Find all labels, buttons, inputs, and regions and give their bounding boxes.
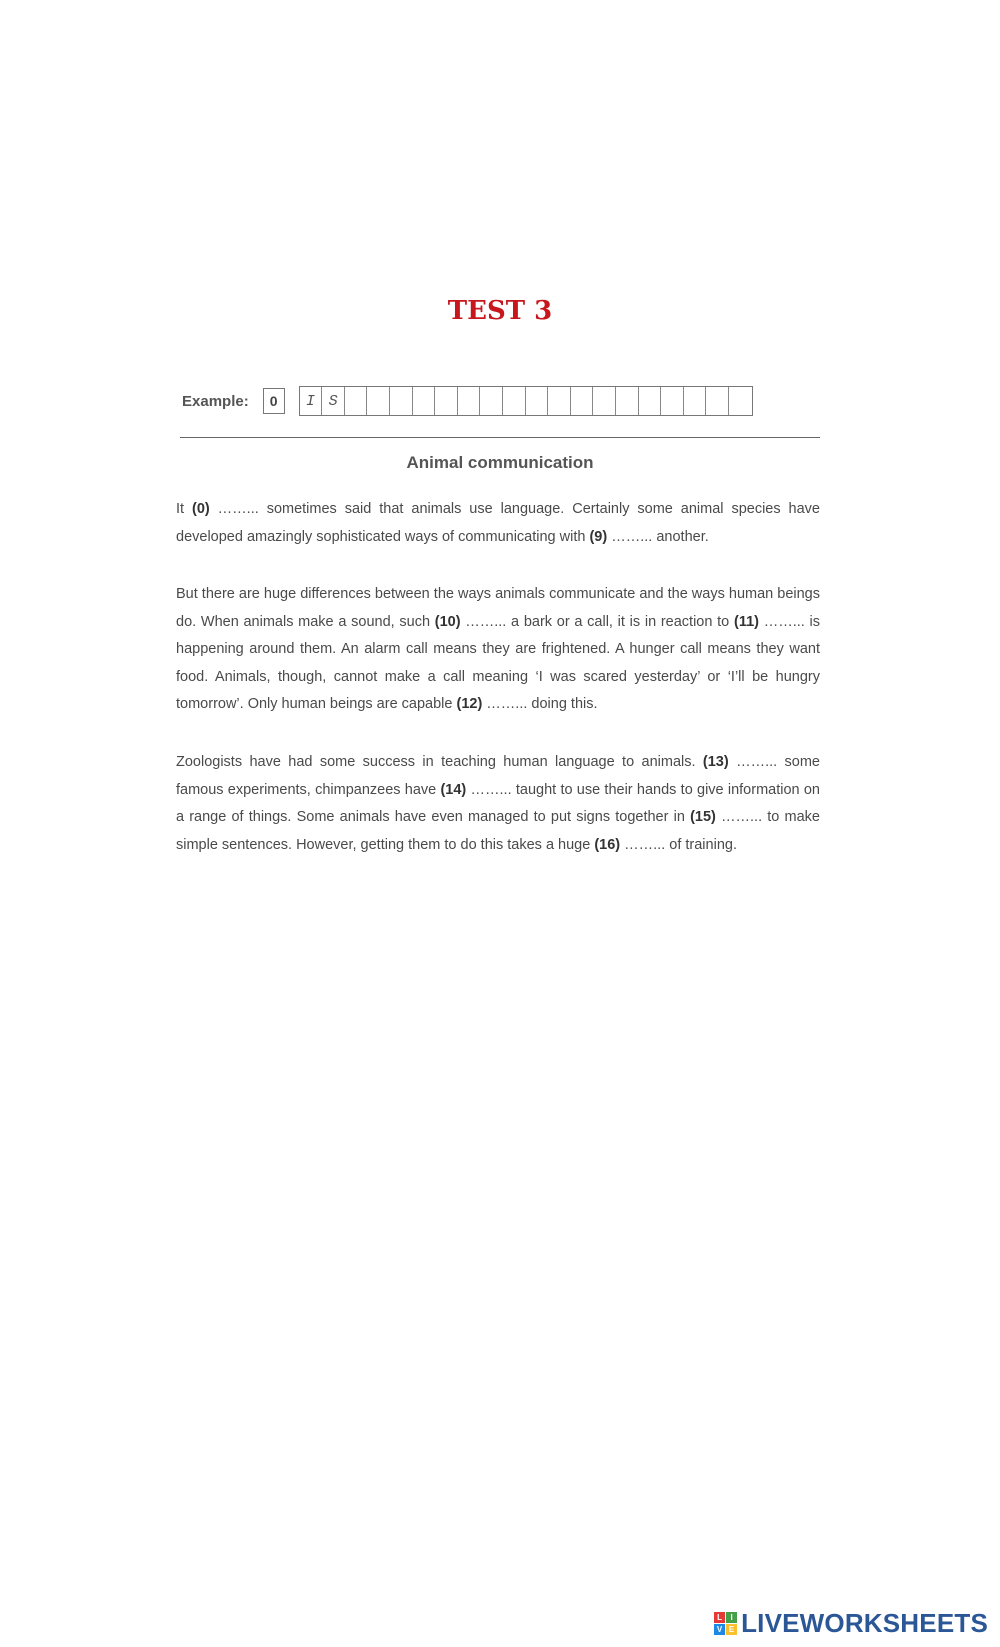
answer-cell — [571, 387, 594, 415]
answer-cell — [639, 387, 662, 415]
answer-cell — [503, 387, 526, 415]
answer-cell — [480, 387, 503, 415]
gap-number: (9) — [589, 528, 608, 545]
gap-number: (0) — [192, 501, 210, 517]
answer-cell — [706, 387, 729, 415]
answer-cell — [345, 387, 368, 415]
liveworksheets-logo-icon — [714, 1612, 737, 1635]
answer-cell — [548, 387, 571, 415]
logo-square: V — [714, 1624, 725, 1635]
paragraph-text: ……... another. — [607, 528, 709, 545]
page-title: TEST 3 — [447, 296, 553, 326]
liveworksheets-brand — [714, 1608, 988, 1639]
paragraph-text: It — [176, 501, 192, 517]
paragraph-3 — [176, 749, 820, 859]
paragraph-text: But there are huge differences between the ways animals communicate and the ways human beings do. When animals make a sound, such — [176, 586, 820, 630]
logo-square: I — [726, 1612, 737, 1623]
paragraph-text: ……... of training. — [620, 836, 737, 853]
answer-cell — [390, 387, 413, 415]
divider-line — [180, 437, 820, 438]
logo-square: L — [714, 1612, 725, 1623]
gap-number: (14) — [440, 781, 467, 798]
answer-cell — [729, 387, 752, 415]
paragraph-text: Zoologists have had some success in teaching human language to animals. — [176, 754, 703, 770]
paragraph-text: ……... sometimes said that animals use language. Certainly some animal species have developed amazingly sophisticated ways of communicating with — [176, 501, 820, 545]
passage-heading: Animal communication — [406, 453, 594, 472]
gap-number: (15) — [690, 809, 716, 825]
example-number-box: 0 — [263, 388, 285, 414]
answer-cell — [458, 387, 481, 415]
answer-cell: I — [300, 387, 323, 415]
answer-cell — [616, 387, 639, 415]
answer-cell — [661, 387, 684, 415]
answer-cell — [367, 387, 390, 415]
answer-cell — [593, 387, 616, 415]
answer-cell — [684, 387, 707, 415]
example-row — [182, 386, 753, 416]
gap-number: (16) — [594, 836, 621, 853]
paragraph-text: ……... taught to use their hands to give information on a range of things. Some animals have even managed to put signs together in — [176, 781, 820, 825]
paragraph-text: ……... a bark or a call, it is in reaction to — [460, 613, 734, 630]
paragraph-text: ……... some famous experiments, chimpanzees have — [176, 754, 820, 798]
paragraph-1 — [176, 496, 820, 551]
answer-cell — [413, 387, 436, 415]
brand-text: LIVEWORKSHEETS — [741, 1608, 988, 1638]
paragraph-text: ……... to make simple sentences. However, getting them to do this takes a huge — [176, 809, 820, 853]
answer-cell — [526, 387, 549, 415]
answer-cell — [435, 387, 458, 415]
gap-number: (11) — [733, 613, 759, 630]
answer-cell: S — [322, 387, 345, 415]
example-label: Example: — [182, 392, 249, 410]
paragraph-text: ……... doing this. — [482, 696, 598, 712]
gap-number: (13) — [702, 754, 729, 770]
gap-number: (12) — [456, 696, 483, 712]
logo-square: E — [726, 1624, 737, 1635]
gap-number: (10) — [434, 613, 461, 630]
paragraph-text: ……... is happening around them. An alarm call means they are frightened. A hunger call means they want food. Animals, though, cannot make a call meaning ‘I was scared yesterday’ or ‘I’ll be hungry tomorrow’. Only human beings are capable — [176, 613, 820, 712]
paragraph-2 — [176, 581, 820, 719]
example-answer-cells — [299, 386, 753, 416]
